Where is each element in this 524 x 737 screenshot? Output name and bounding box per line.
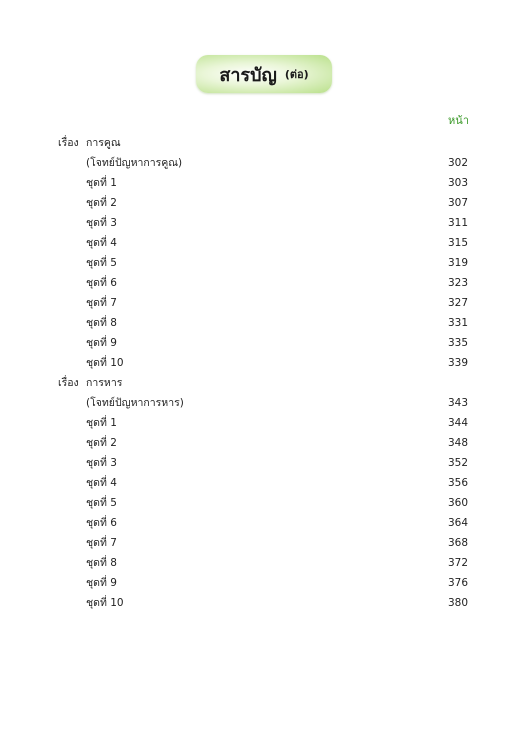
toc-entry[interactable] [0,193,524,213]
toc-entry-page: 368 [447,537,468,549]
toc-entry-title: ชุดที่ 1 [86,417,117,429]
toc-entry[interactable] [0,493,524,513]
toc-entry-page: 380 [447,597,468,609]
toc-entry-page: 335 [447,337,468,349]
toc-entry[interactable] [0,173,524,193]
toc-entry[interactable] [0,333,524,353]
toc-entry-title: ชุดที่ 9 [86,577,117,589]
toc-entry-title: ชุดที่ 2 [86,197,117,209]
toc-entry[interactable] [0,253,524,273]
toc-entry[interactable] [0,213,524,233]
toc-entry-page: 360 [447,497,468,509]
toc-entry[interactable] [0,453,524,473]
toc-entry[interactable] [0,593,524,613]
toc-entry-page: 327 [447,297,468,309]
page-title: สารบัญ [219,64,277,86]
section-name: การคูณ [86,137,121,149]
toc-entry-page: 339 [447,357,468,369]
toc-entry[interactable] [0,293,524,313]
toc-entry-title: (โจทย์ปัญหาการคูณ) [86,157,183,169]
toc-entry-page: 315 [447,237,468,249]
toc-section-header [0,133,524,153]
toc-entry-title: ชุดที่ 6 [86,517,117,529]
section-label: เรื่อง [58,137,79,149]
toc-entry-title: ชุดที่ 2 [86,437,117,449]
toc-entry-title: ชุดที่ 10 [86,357,124,369]
toc-entry-page: 352 [447,457,468,469]
toc-entry-title: ชุดที่ 10 [86,597,124,609]
toc-entry-page: 356 [447,477,468,489]
toc-entry-title: ชุดที่ 3 [86,217,117,229]
toc-entry-title: ชุดที่ 4 [86,237,117,249]
section-label: เรื่อง [58,377,79,389]
toc-entry-title: ชุดที่ 8 [86,317,117,329]
toc-entry-page: 307 [447,197,468,209]
toc-entry-title: ชุดที่ 9 [86,337,117,349]
toc-entry-page: 348 [447,437,468,449]
toc-entry-page: 323 [447,277,468,289]
toc-entry[interactable] [0,533,524,553]
toc-entry-title: ชุดที่ 5 [86,257,117,269]
page-column-label: หน้า [448,114,469,127]
toc-entry-title: ชุดที่ 7 [86,537,117,549]
toc-entry-title: ชุดที่ 4 [86,477,117,489]
toc-entry-page: 303 [447,177,468,189]
toc-entry-page: 344 [447,417,468,429]
toc-title-box [196,55,332,93]
toc-entry-page: 364 [447,517,468,529]
toc-entry-title: ชุดที่ 5 [86,497,117,509]
toc-section-header [0,373,524,393]
toc-entry-title: ชุดที่ 1 [86,177,117,189]
toc-entry-title: (โจทย์ปัญหาการหาร) [86,397,184,409]
toc-entry[interactable] [0,393,524,413]
toc-entry[interactable] [0,513,524,533]
section-name: การหาร [86,377,123,389]
toc-entry-page: 331 [447,317,468,329]
toc-entry-title: ชุดที่ 3 [86,457,117,469]
toc-entry[interactable] [0,473,524,493]
toc-entry-page: 343 [447,397,468,409]
toc-entry[interactable] [0,153,524,173]
toc-entry[interactable] [0,573,524,593]
toc-entry-page: 372 [447,557,468,569]
toc-entry[interactable] [0,313,524,333]
toc-entry[interactable] [0,233,524,253]
toc-entry-title: ชุดที่ 7 [86,297,117,309]
toc-entry[interactable] [0,353,524,373]
toc-entry[interactable] [0,413,524,433]
toc-entry-title: ชุดที่ 6 [86,277,117,289]
toc-entry-title: ชุดที่ 8 [86,557,117,569]
toc-entry[interactable] [0,273,524,293]
toc-entry-page: 302 [447,157,468,169]
toc-entry-page: 311 [447,217,468,229]
toc-entry[interactable] [0,553,524,573]
toc-entry-page: 376 [447,577,468,589]
toc-entry[interactable] [0,433,524,453]
page-subtitle: (ต่อ) [284,68,309,81]
toc-entry-page: 319 [447,257,468,269]
